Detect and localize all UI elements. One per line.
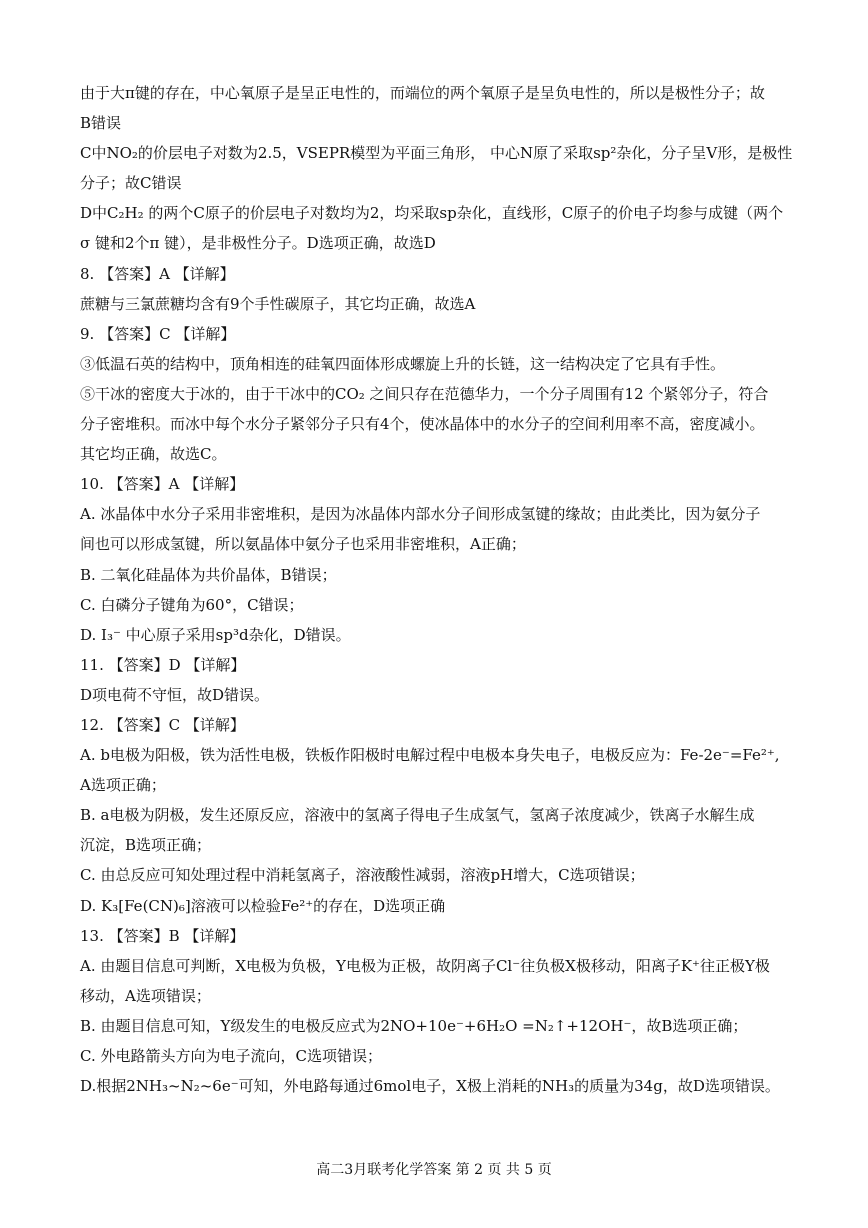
text-line: 8. 【答案】A 【详解】 [80, 264, 235, 283]
text-line: D.根据2NH₃~N₂~6e⁻可知，外电路每通过6mol电子，X极上消耗的NH₃的质量为34g，故D选项错误。 [80, 1077, 780, 1096]
page-footer: 高二3月联考化学答案 第 2 页 共 5 页 [316, 1162, 552, 1178]
text-line: B错误 [80, 114, 122, 133]
text-line: D项电荷不守恒，故D错误。 [80, 685, 270, 704]
text-line: D. I₃⁻ 中心原子采用sp³d杂化，D错误。 [80, 625, 351, 644]
text-line: D中C₂H₂ 的两个C原子的价层电子对数均为2，均采取sp杂化，直线形，C原子的价电子均参与成键（两个 [80, 204, 784, 223]
text-line: 沉淀，B选项正确； [80, 836, 212, 855]
text-line: 其它均正确，故选C。 [80, 445, 227, 464]
text-line: 分子密堆积。而冰中每个水分子紧邻分子只有4个，使冰晶体中的水分子的空间利用率不高，密度减小。 [80, 415, 765, 434]
text-line: B. 由题目信息可知，Y级发生的电极反应式为2NO+10e⁻+6H₂O =N₂↑+12OH⁻，故B选项正确； [80, 1016, 748, 1035]
text-line: C. 外电路箭头方向为电子流向，C选项错误； [80, 1047, 382, 1065]
text-line: A. 冰晶体中水分子采用非密堆积，是因为冰晶体内部水分子间形成氢键的缘故；由此类比，因为氨分子 [80, 505, 761, 524]
text-line: A选项正确； [80, 776, 166, 795]
answer-text-body [80, 78, 792, 1101]
text-line: 蔗糖与三氯蔗糖均含有9个手性碳原子，其它均正确，故选A [80, 294, 476, 313]
text-line: 9. 【答案】C 【详解】 [80, 324, 236, 343]
text-line: C. 白磷分子键角为60°，C错误； [80, 595, 304, 614]
text-line: C中NO₂的价层电子对数为2.5，VSEPR模型为平面三角形， 中心N原了采取sp²杂化，分子呈V形，是极性 [80, 144, 793, 163]
text-line: 间也可以形成氢键，所以氨晶体中氨分子也采用非密堆积，A正确； [80, 535, 526, 554]
text-line: C. 由总反应可知处理过程中消耗氢离子，溶液酸性减弱，溶液pH增大，C选项错误； [80, 866, 645, 885]
text-line: ⑤干冰的密度大于冰的，由于干冰中的CO₂ 之间只存在范德华力，一个分子周围有12 个紧邻分子，符合 [80, 384, 769, 403]
text-line: 由于大π键的存在，中心氧原子是呈正电性的，而端位的两个氧原子是呈负电性的，所以是极性分子；故 [80, 84, 765, 102]
text-line: 12. 【答案】C 【详解】 [80, 715, 245, 734]
text-line: 10. 【答案】A 【详解】 [80, 475, 245, 494]
text-line: 分子；故C错误 [80, 174, 182, 193]
text-line: B. 二氧化硅晶体为共价晶体，B错误； [80, 565, 337, 584]
text-line: σ 键和2个π 键），是非极性分子。D选项正确，故选D [80, 234, 436, 253]
text-line: ③低温石英的结构中，顶角相连的硅氧四面体形成螺旋上升的长链，这一结构决定了它具有手性。 [80, 354, 726, 373]
text-line: A. b电极为阳极，铁为活性电极，铁板作阳极时电解过程中电极本身失电子，电极反应为：Fe-2e⁻=Fe²⁺, [80, 746, 780, 765]
text-line: 移动，A选项错误； [80, 986, 211, 1005]
text-line: 11. 【答案】D 【详解】 [80, 655, 246, 674]
text-line: B. a电极为阴极，发生还原反应，溶液中的氢离子得电子生成氢气，氢离子浓度减少，铁离子水解生成 [80, 806, 755, 825]
text-line: A. 由题目信息可判断，X电极为负极，Y电极为正极，故阴离子Cl⁻往负极X极移动，阳离子K⁺往正极Y极 [80, 956, 770, 975]
text-line: D. K₃[Fe(CN)₆]溶液可以检验Fe²⁺的存在，D选项正确 [80, 896, 446, 915]
text-line: 13. 【答案】B 【详解】 [80, 926, 245, 945]
